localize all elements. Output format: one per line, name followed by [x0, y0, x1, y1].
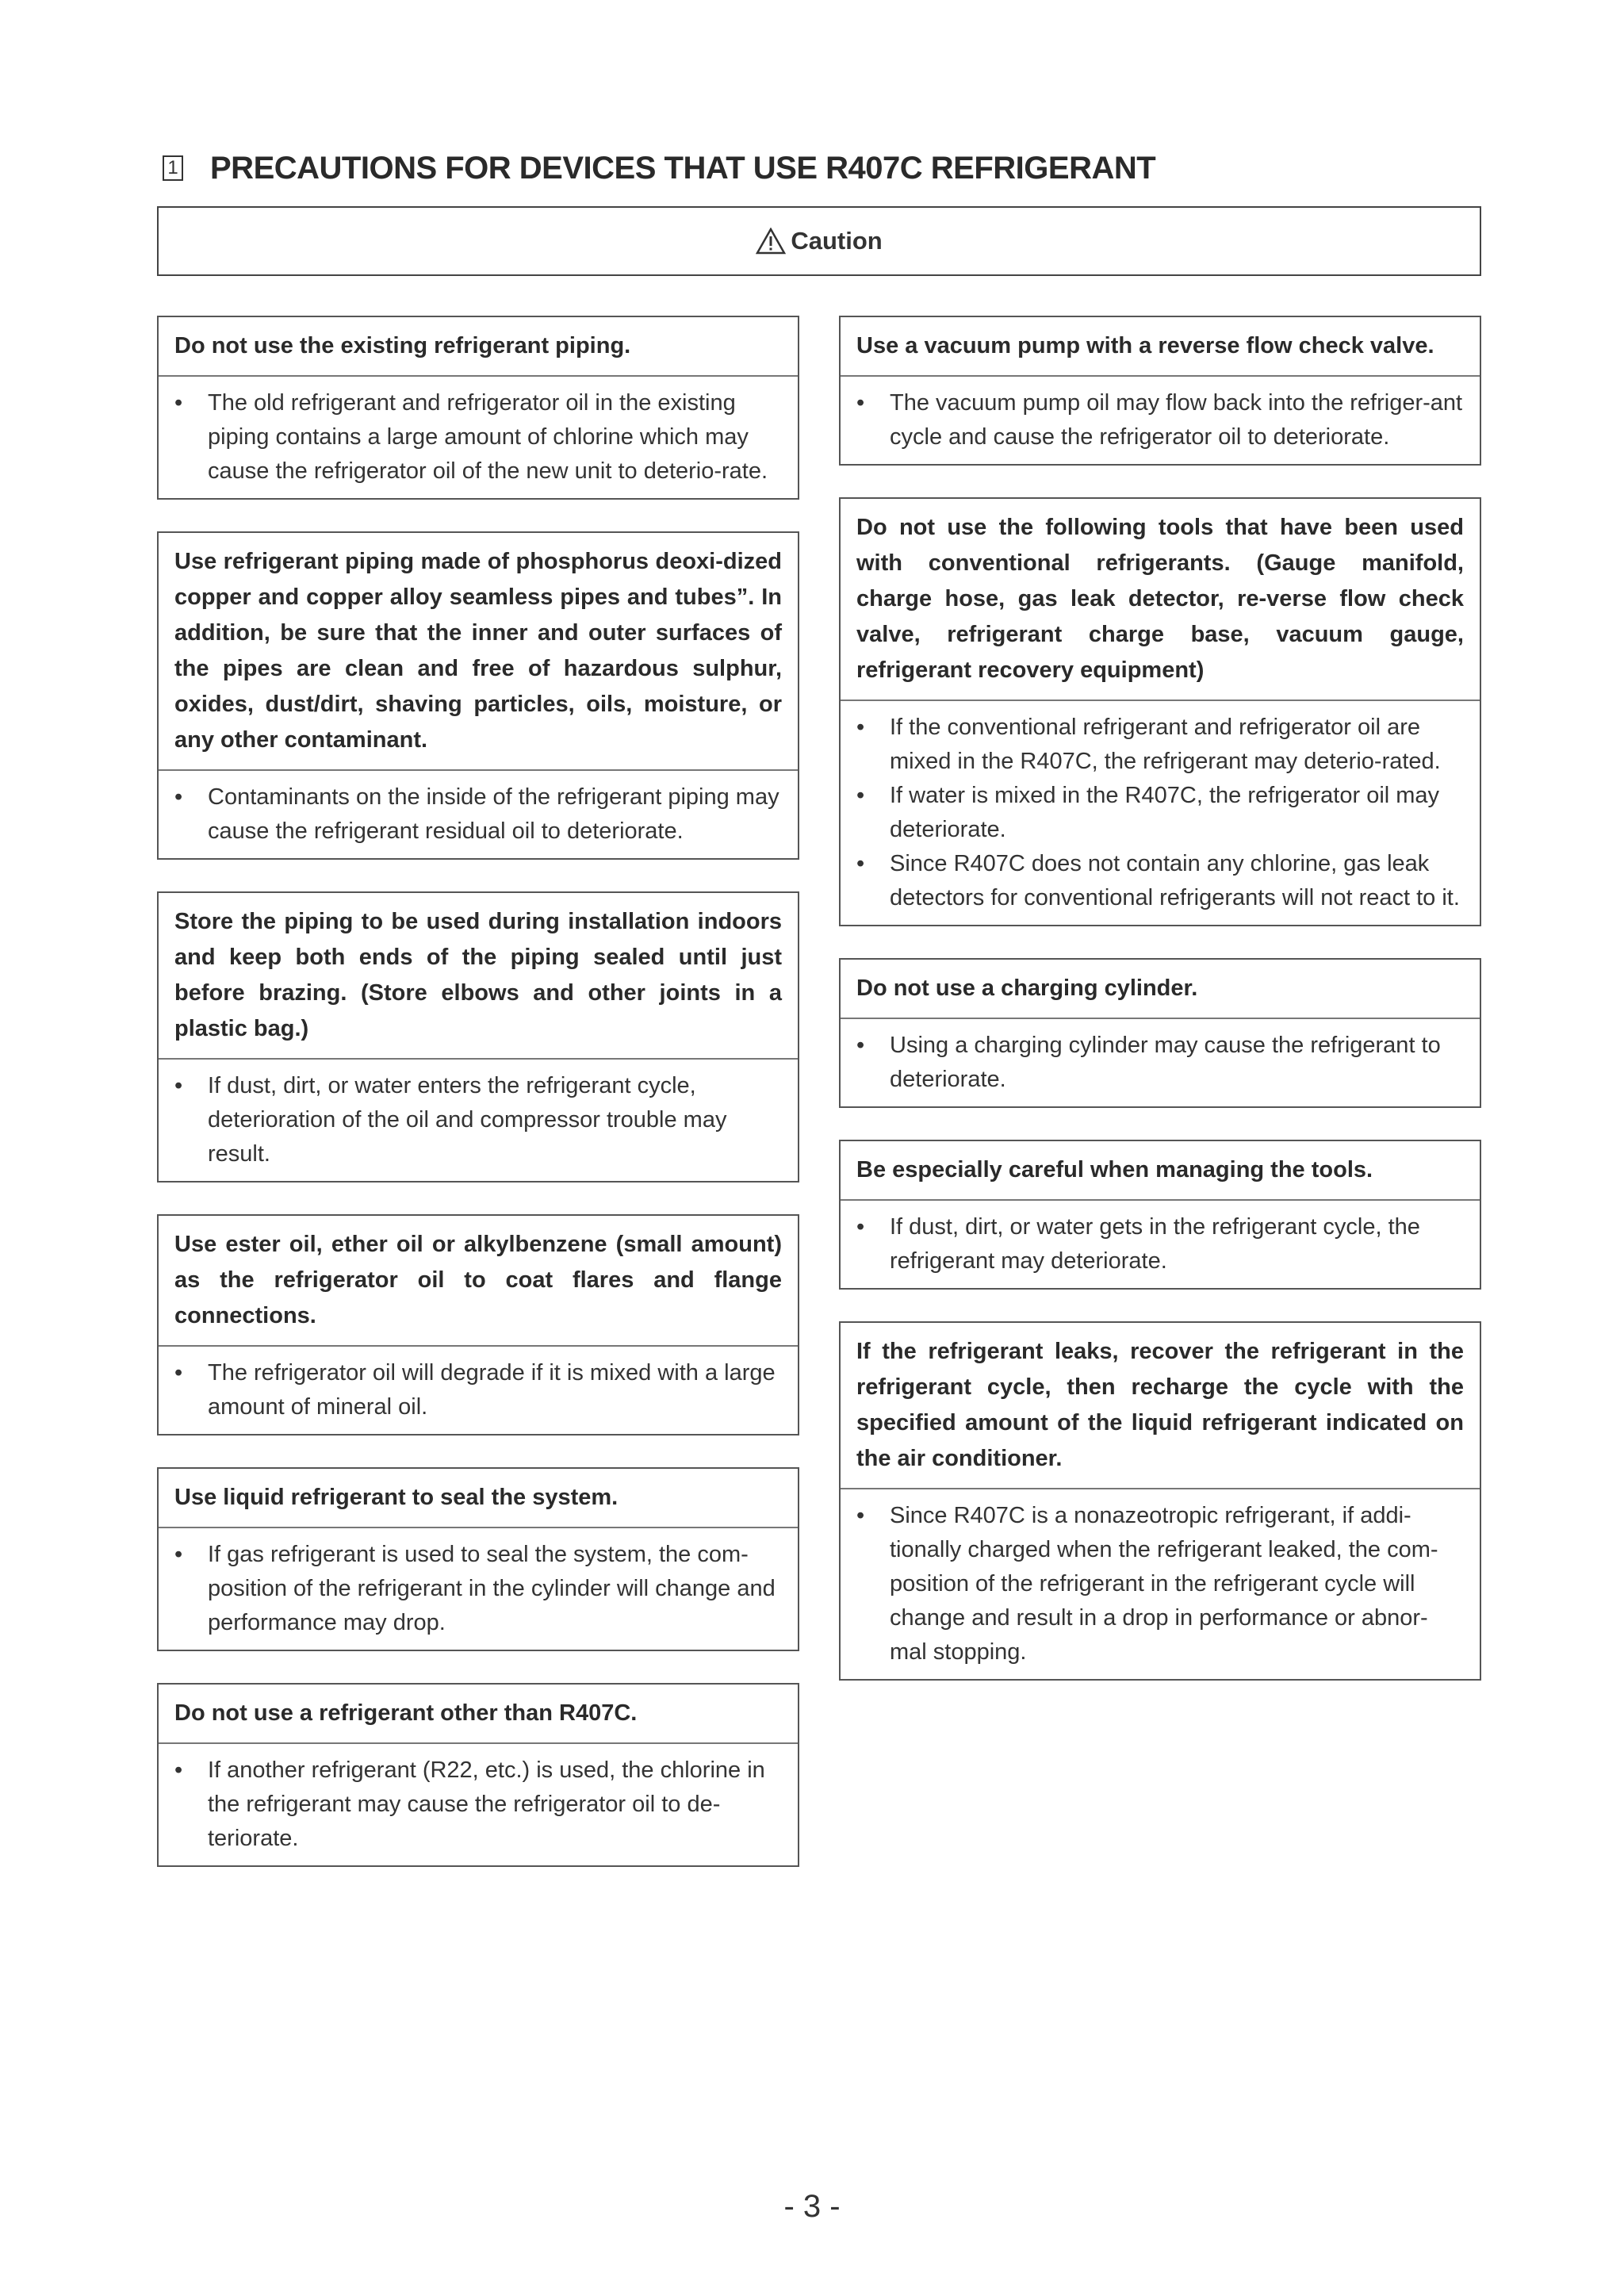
precaution-heading: Do not use the following tools that have been used with conventional refrigerants. (Gauge manifold, charge hose, gas leak detector, re-verse flow check valve, refrigerant charge base, vacuum gauge, refrigerant recovery equipment) [841, 499, 1480, 701]
bullet-dot-icon: • [856, 1503, 865, 1528]
precaution-body [159, 377, 798, 498]
precaution-box [157, 1683, 799, 1867]
precaution-body [841, 701, 1480, 925]
bullet-item [856, 386, 1464, 454]
precaution-body [841, 1019, 1480, 1106]
bullet-text: Since R407C is a nonazeotropic refrigerant, if addi-tionally charged when the refrigerant leaked, the com-position of the refrigerant in the refrigerant cycle will change and result in a drop in performance or abnor-mal stopping. [890, 1503, 1438, 1665]
bullet-item [174, 1356, 782, 1424]
precaution-heading: Use a vacuum pump with a reverse flow check valve. [841, 317, 1480, 377]
precaution-body [159, 1060, 798, 1181]
precaution-box [839, 1140, 1481, 1290]
bullet-item [856, 847, 1464, 915]
precaution-heading: Do not use a charging cylinder. [841, 960, 1480, 1019]
bullet-dot-icon: • [856, 1033, 865, 1058]
precaution-box [157, 1467, 799, 1651]
bullet-dot-icon: • [174, 390, 183, 416]
precaution-heading: Do not use a refrigerant other than R407C. [159, 1685, 798, 1744]
precaution-heading: Do not use the existing refrigerant piping. [159, 317, 798, 377]
precaution-body [159, 771, 798, 858]
precaution-heading: Be especially careful when managing the tools. [841, 1141, 1480, 1201]
bullet-text: Using a charging cylinder may cause the refrigerant to deteriorate. [890, 1033, 1441, 1092]
bullet-text: Contaminants on the inside of the refrigerant piping may cause the refrigerant residual oil to deteriorate. [208, 784, 779, 844]
precaution-heading: Use liquid refrigerant to seal the system. [159, 1469, 798, 1528]
precaution-heading: Use refrigerant piping made of phosphorus deoxi-dized copper and copper alloy seamless pipes and tubes”. In addition, be sure that the inner and outer surfaces of the pipes are clean and free of hazardous sulphur, oxides, dust/dirt, shaving particles, oils, moisture, or any other contaminant. [159, 533, 798, 771]
bullet-dot-icon: • [856, 851, 865, 876]
bullet-text: The old refrigerant and refrigerator oil in the existing piping contains a large amount of chlorine which may cause the refrigerator oil of the new unit to deterio-rate. [208, 390, 768, 484]
bullet-item [174, 1538, 782, 1640]
precaution-box [157, 891, 799, 1182]
warning-triangle-icon [756, 228, 786, 255]
precaution-heading: Use ester oil, ether oil or alkylbenzene (small amount) as the refrigerator oil to coat flares and flange connections. [159, 1216, 798, 1347]
bullet-text: If gas refrigerant is used to seal the system, the com-position of the refrigerant in the cylinder will change and performance may drop. [208, 1542, 776, 1635]
caution-label: Caution [791, 227, 883, 255]
bullet-item [856, 1029, 1464, 1097]
bullet-dot-icon: • [174, 784, 183, 810]
bullet-text: If another refrigerant (R22, etc.) is used, the chlorine in the refrigerant may cause the refrigerator oil to de-teriorate. [208, 1757, 765, 1851]
bullet-text: Since R407C does not contain any chlorine, gas leak detectors for conventional refrigerants will not react to it. [890, 851, 1460, 910]
precaution-heading: If the refrigerant leaks, recover the refrigerant in the refrigerant cycle, then recharge the cycle with the specified amount of the liquid refrigerant indicated on the air conditioner. [841, 1323, 1480, 1489]
bullet-item [174, 386, 782, 489]
bullet-item [856, 779, 1464, 847]
bullet-dot-icon: • [174, 1542, 183, 1567]
bullet-dot-icon: • [174, 1073, 183, 1098]
caution-banner [157, 206, 1481, 276]
precaution-box [839, 497, 1481, 926]
precaution-body [159, 1528, 798, 1650]
bullet-item [174, 780, 782, 849]
precaution-heading: Store the piping to be used during installation indoors and keep both ends of the piping sealed until just before brazing. (Store elbows and other joints in a plastic bag.) [159, 893, 798, 1060]
precaution-body [841, 377, 1480, 464]
precaution-box [157, 316, 799, 500]
bullet-text: If dust, dirt, or water gets in the refrigerant cycle, the refrigerant may deteriorate. [890, 1214, 1420, 1274]
bullet-text: The vacuum pump oil may flow back into the refriger-ant cycle and cause the refrigerator oil to deteriorate. [890, 390, 1463, 450]
precaution-body [159, 1347, 798, 1434]
bullet-dot-icon: • [856, 1214, 865, 1240]
precaution-body [159, 1744, 798, 1865]
section-number: 1 [163, 155, 183, 181]
bullet-dot-icon: • [856, 715, 865, 740]
bullet-dot-icon: • [174, 1360, 183, 1386]
precaution-box [839, 316, 1481, 466]
precaution-body [841, 1201, 1480, 1288]
bullet-item [174, 1754, 782, 1856]
bullet-text: If dust, dirt, or water enters the refrigerant cycle, deterioration of the oil and compressor trouble may result. [208, 1073, 727, 1167]
bullet-item [856, 1499, 1464, 1669]
bullet-dot-icon: • [856, 390, 865, 416]
bullet-item [856, 711, 1464, 779]
bullet-dot-icon: • [174, 1757, 183, 1783]
section-title: PRECAUTIONS FOR DEVICES THAT USE R407C REFRIGERANT [210, 150, 1156, 186]
bullet-text: If the conventional refrigerant and refrigerator oil are mixed in the R407C, the refrigerant may deterio-rated. [890, 715, 1441, 774]
bullet-item [856, 1210, 1464, 1278]
left-column [157, 316, 799, 1899]
bullet-dot-icon: • [856, 783, 865, 808]
precaution-box [157, 1214, 799, 1435]
precaution-box [839, 958, 1481, 1108]
precaution-box [839, 1321, 1481, 1681]
bullet-text: If water is mixed in the R407C, the refrigerator oil may deteriorate. [890, 783, 1440, 842]
right-column [839, 316, 1481, 1712]
section-heading [163, 144, 1511, 192]
bullet-item [174, 1069, 782, 1171]
precaution-box [157, 531, 799, 860]
page-number: - 3 - [783, 2189, 841, 2224]
precaution-body [841, 1489, 1480, 1679]
bullet-text: The refrigerator oil will degrade if it is mixed with a large amount of mineral oil. [208, 1360, 776, 1420]
